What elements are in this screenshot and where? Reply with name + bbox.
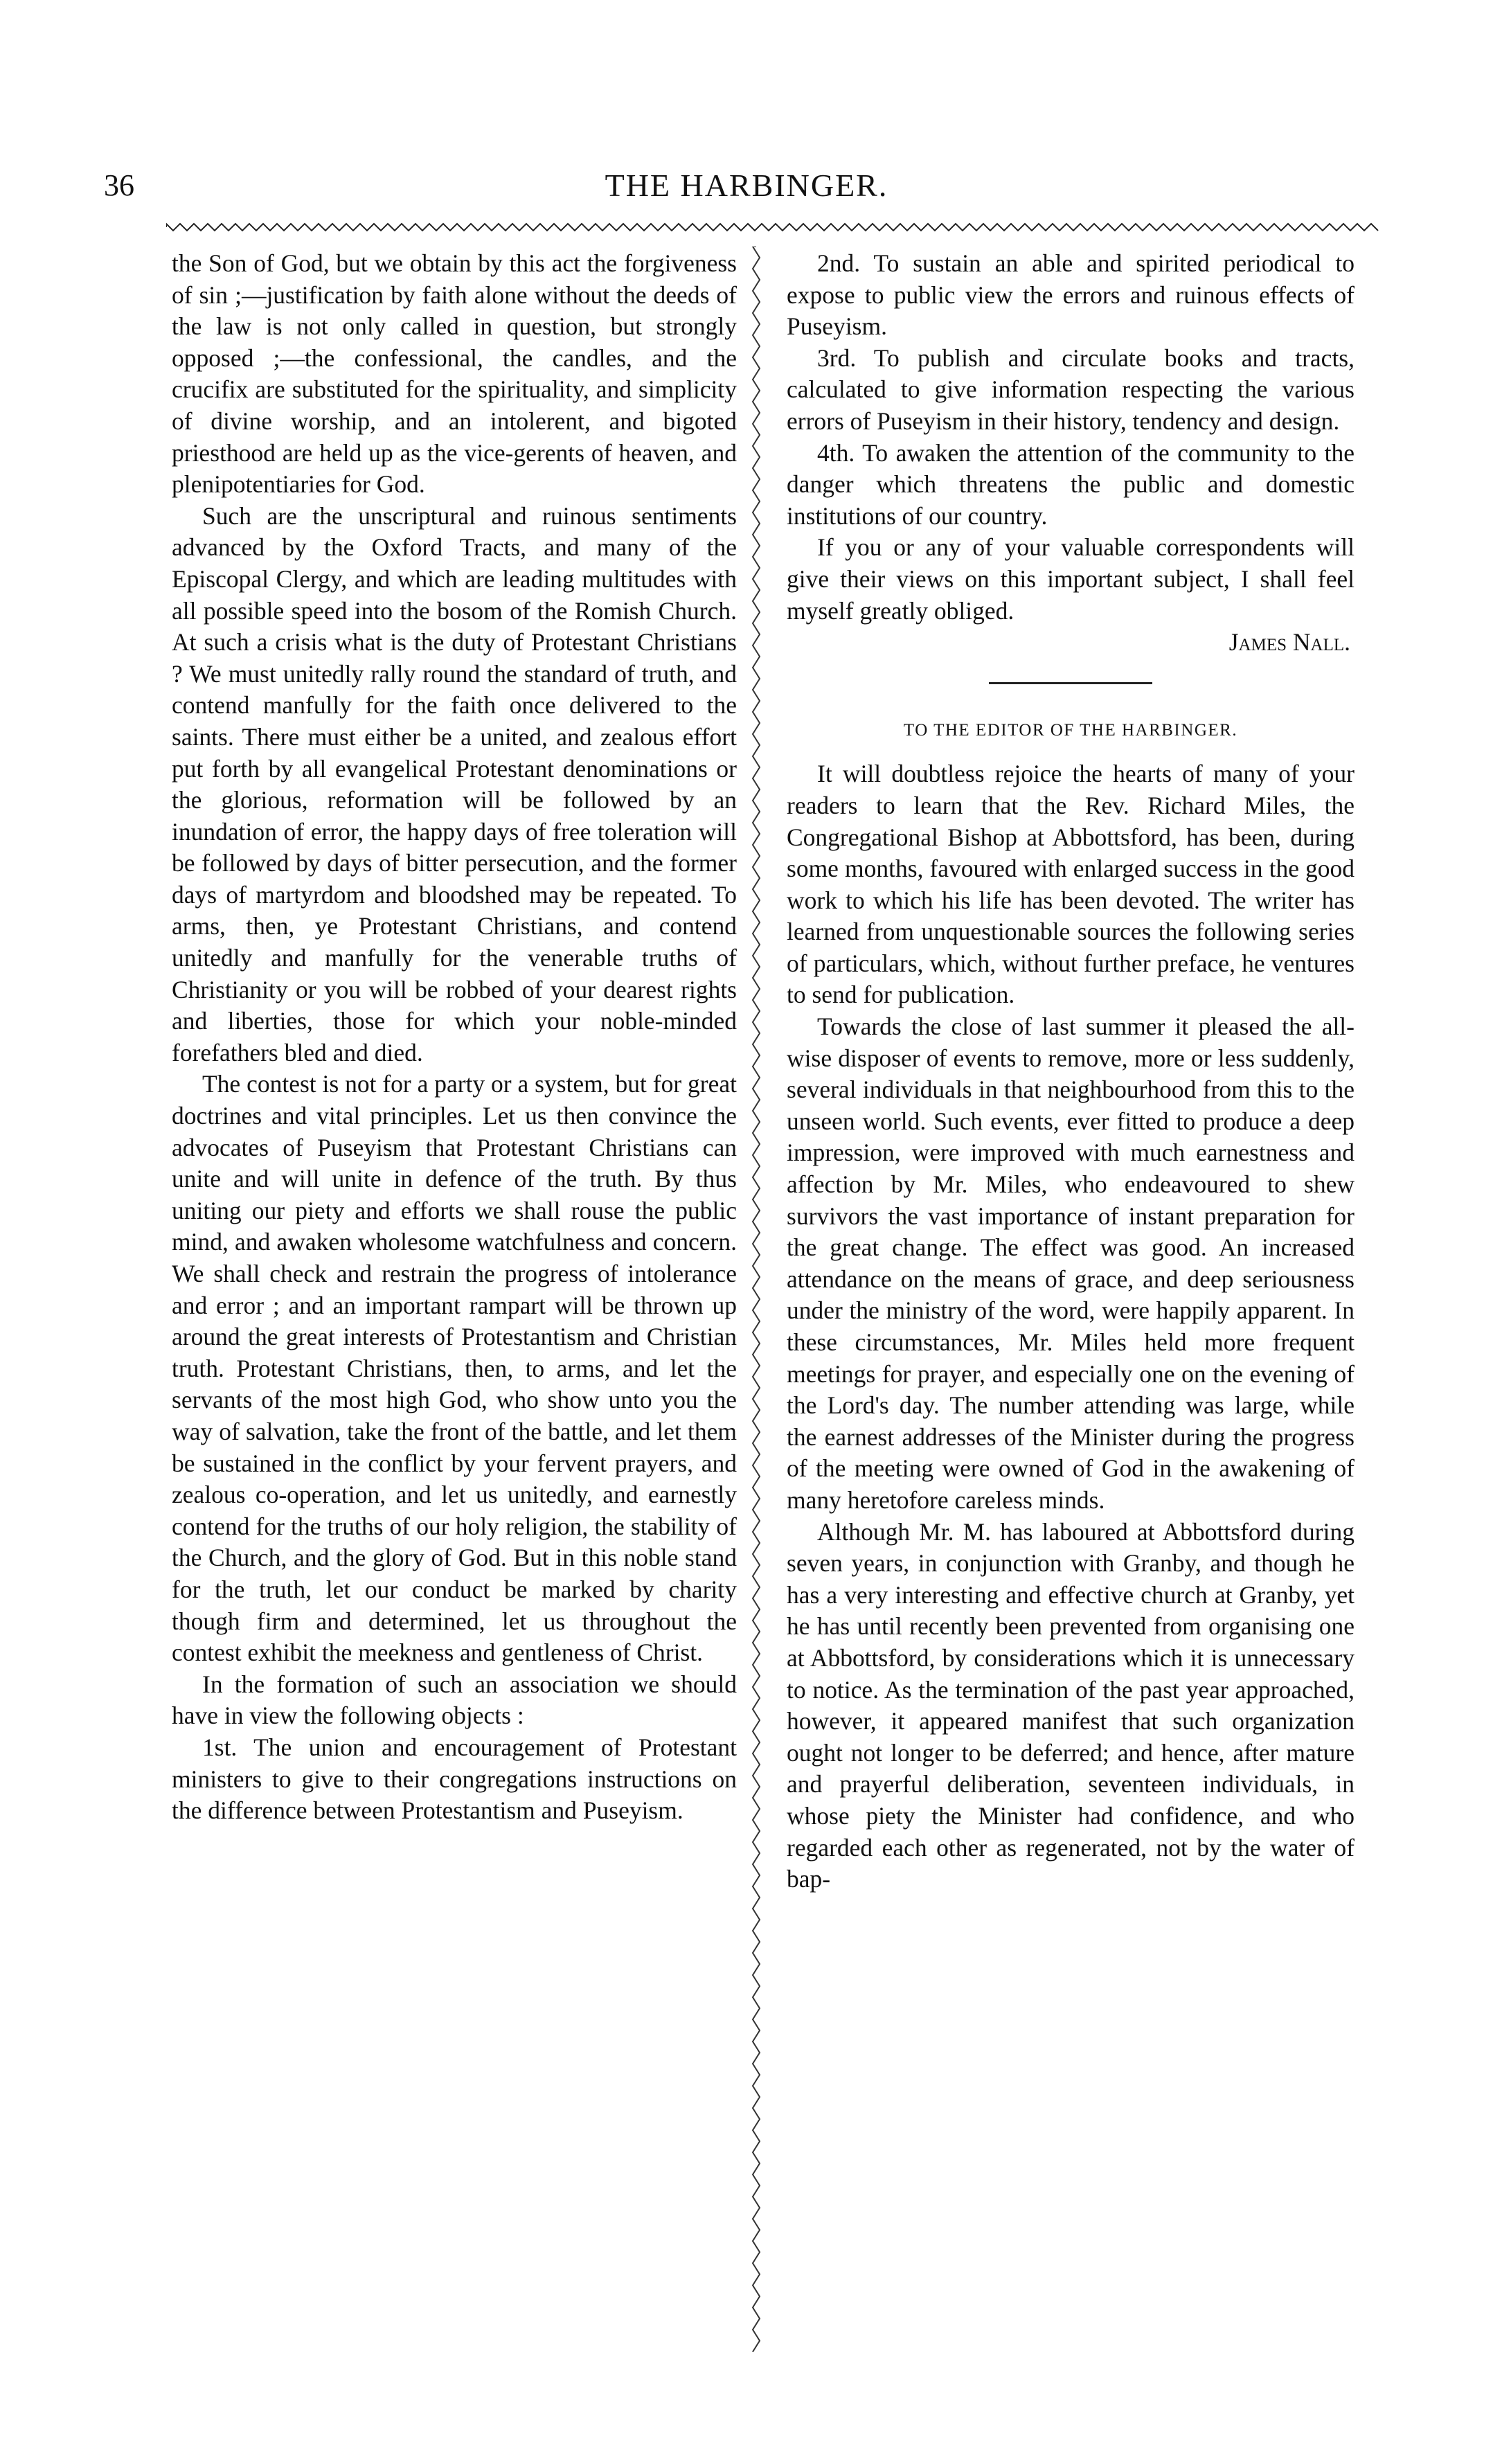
paragraph: 4th. To awaken the attention of the community to the danger which threatens the public and domestic institutions of our country. bbox=[787, 438, 1355, 530]
left-column bbox=[172, 248, 737, 1827]
paragraph: It will doubtless rejoice the hearts of many of your readers to learn that the Rev. Richard Miles, the Congregational Bishop at Abbottsford, has been, during some months, favoured with enlarged success in the good work to which his life has been devoted. The writer has learned from unquestionable sources the following series of particulars, which, without further preface, he ventures to send for publication. bbox=[787, 760, 1355, 1009]
section-rule bbox=[989, 682, 1152, 684]
page-number: 36 bbox=[104, 168, 134, 202]
running-head bbox=[104, 158, 1389, 213]
letter-heading: TO THE EDITOR OF THE HARBINGER. bbox=[903, 720, 1238, 740]
paragraph: 3rd. To publish and circulate books and tracts, calculated to give information respecting the various errors of Puseyism in their history, tendency and design. bbox=[787, 343, 1355, 435]
paragraph: the Son of God, but we obtain by this act the forgiveness of sin ;—justification by faith alone without the deeds of the law is not only called in question, but strongly opposed ;—the confessional, the candles, and the crucifix are substituted for the spirituality, and simplicity of divine worship, and an intolerent, and bigoted priesthood are held up as the vice-gerents of heaven, and plenipotentiaries for God. bbox=[172, 249, 737, 499]
paragraph: The contest is not for a party or a system, but for great doctrines and vital principles. Let us then convince the advocates of Puseyism that Protestant Christians can unite and will unite in defence of the truth. By thus uniting our piety and efforts we shall rouse the public mind, and awaken wholesome watchfulness and concern. We shall check and restrain the progress of intolerance and error ; and an important rampart will be thrown up around the great interests of Protestantism and Christian truth. Protestant Christians, then, to arms, and let the servants of the most high God, who show unto you the way of salvation, take the front of the battle, and let them be sustained in the conflict by your fervent prayers, and zealous co-operation, and let us unitedly, and earnestly contend for the truths of our holy religion, the stability of the Church, and the glory of God. But in this noble stand for the truth, let our conduct be marked by charity though firm and determined, let us throughout the contest exhibit the meekness and gentleness of Christ. bbox=[172, 1070, 737, 1667]
paragraph: Although Mr. M. has laboured at Abbottsford during seven years, in conjunction with Granby, and though he has a very interesting and effective church at Granby, yet he has until recently been prevented from organising one at Abbottsford, by considerations which it is unnecessary to notice. As the termination of the past year approached, however, it appeared manifest that such organization ought not longer to be deferred; and hence, after mature and prayerful deliberation, seventeen individuals, in whose piety the Minister had confidence, and who regarded each other as regenerated, not by the water of bap- bbox=[787, 1517, 1355, 1893]
wavy-header-rule bbox=[166, 219, 1382, 235]
signature: James Nall. bbox=[1228, 628, 1350, 657]
paragraph: Such are the unscriptural and ruinous sentiments advanced by the Oxford Tracts, and many of the Episcopal Clergy, and which are leading multitudes with all possible speed into the bosom of the Romish Church. At such a crisis what is the duty of Protestant Christians ? We must unitedly rally round the standard of truth, and contend manfully for the faith once delivered to the saints. There must either be a united, and zealous effort put forth by all evangelical Protestant denominations or the glorious, reformation will be followed by an inundation of error, the happy days of free toleration will be followed by days of bitter persecution, and the former days of martyrdom and bloodshed may be repeated. To arms, then, ye Protestant Christians, and contend unitedly and manfully for the venerable truths of Christianity or you will be robbed of your dearest rights and liberties, those for which your noble-minded forefathers bled and died. bbox=[172, 501, 737, 1066]
journal-title: THE HARBINGER. bbox=[605, 168, 888, 203]
paragraph: 1st. The union and encouragement of Protestant ministers to give to their congregations instructions on the difference between Protestantism and Puseyism. bbox=[172, 1733, 737, 1825]
column-divider bbox=[746, 247, 766, 2352]
paragraph: If you or any of your valuable correspondents will give their views on this important subject, I shall feel myself greatly obliged. bbox=[787, 533, 1355, 625]
paragraph: 2nd. To sustain an able and spirited periodical to expose to public view the errors and ruinous effects of Puseyism. bbox=[787, 249, 1355, 341]
paragraph: In the formation of such an association we should have in view the following objects : bbox=[172, 1670, 737, 1730]
paragraph: Towards the close of last summer it pleased the all-wise disposer of events to remove, more or less suddenly, several individuals in that neighbourhood from this to the unseen world. Such events, ever fitted to produce a deep impression, were improved with much earnestness and affection by Mr. Miles, who endeavoured to shew survivors the vast importance of instant preparation for the great change. The effect was good. An increased attendance on the means of grace, and deep seriousness under the ministry of the word, were happily apparent. In these circumstances, Mr. Miles held more frequent meetings for prayer, and especially one on the evening of the Lord's day. The number attending was large, while the earnest addresses of the Minister during the progress of the meeting were owned of God in the awakening of many heretofore careless minds. bbox=[787, 1012, 1355, 1514]
right-column bbox=[787, 248, 1355, 1895]
